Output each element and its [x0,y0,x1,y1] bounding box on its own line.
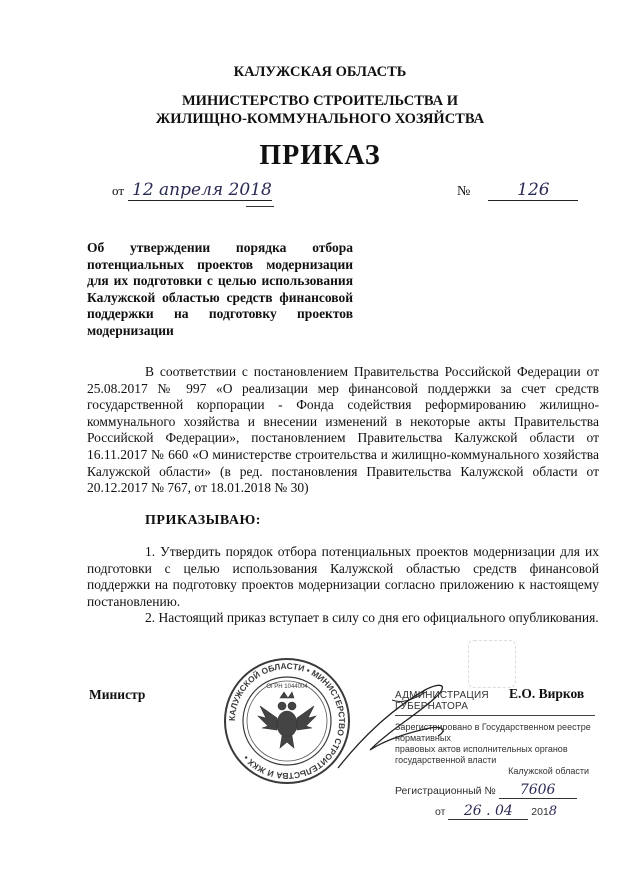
ministry-line-2: ЖИЛИЩНО-КОММУНАЛЬНОГО ХОЗЯЙСТВА [155,111,485,127]
order-number [457,180,578,201]
signatory-name: Е.О. Вирков [509,686,585,701]
faint-stamp-mark [468,640,516,688]
date-handwritten: 12 апреля 2018 [128,180,272,201]
ministry-line-1: МИНИСТЕРСТВО СТРОИТЕЛЬСТВА И [181,93,459,109]
order-date [112,180,272,201]
seal-inner-text: ОГРН 1044004 [266,684,308,690]
region-heading: КАЛУЖСКАЯ ОБЛАСТЬ [233,64,407,80]
preamble-paragraph: В соответствии с постановлением Правительства Российской Федерации от 25.08.2017 № 997 «О реализации мер финансовой поддержки за счет средств государственной корпорации - Фонда содействия реформированию жилищно-коммунального хозяйства и внесении изменений в некоторые акты Правительства Российской Федерации», постановлением Правительства Калужской области от 16.11.2017 № 660 «О министерстве строительства и жилищно-коммунального хозяйства Калужской области» (в ред. постановления Правительства Калужской области от 20.12.2017 № 767, от 18.01.2018 № 30) [87,364,599,496]
order-word: ПРИКАЗЫВАЮ: [145,513,261,528]
reg-number-handwritten: 7606 [499,782,577,799]
reg-year-prefix: 201 [531,806,549,818]
order-item-1: 1. Утвердить порядок отбора потенциальных проектов модернизации для их подготовки с целью использования Калужской областью средств финансовой поддержки на подготовку проектов модернизации согласно приложению к настоящему постановлению. [87,544,599,609]
reg-date-prefix: от [435,806,446,818]
number-prefix: № [457,184,471,199]
reg-year-digit: 8 [548,804,558,819]
ministry-heading [0,92,640,128]
date-prefix: от [112,183,125,198]
number-handwritten: 126 [488,180,578,201]
seal-outer-text: КАЛУЖСКОЙ ОБЛАСТИ • МИНИСТЕРСТВО СТРОИТЕЛЬСТВА И ЖКХ • [226,660,348,782]
document-type-title: ПРИКАЗ [259,140,381,171]
order-item-2: 2. Настоящий приказ вступает в силу со дня его официального опубликования. [145,610,599,625]
reg-number-label: Регистрационный № [395,785,496,797]
stamp-line-2: правовых актов исполнительных органов государственной власти [395,744,568,765]
order-subject: Об утверждении порядка отбора потенциальных проектов модернизации для их подготовки с целью использования Калужской областью средств финансовой поддержки на подготовку проектов модернизации [87,240,353,338]
reg-date-handwritten: 26 . 04 [448,803,528,820]
signature-handwritten [330,670,470,780]
stamp-header: АДМИНИСТРАЦИЯ ГУБЕРНАТОРА [395,690,489,712]
stamp-line-3: Калужской области [508,766,589,776]
stamp-line-1: Зарегистрировано в Государственном реестре нормативных [395,722,591,743]
signatory-title: Министр [89,687,146,702]
date-underline-dash [246,206,274,207]
